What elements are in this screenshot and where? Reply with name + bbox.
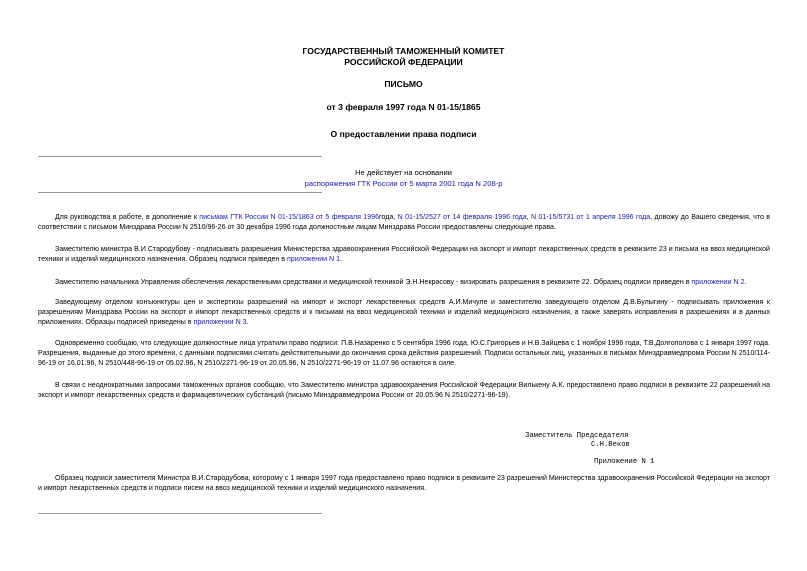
status-note: Не действует на основании (355, 168, 452, 177)
divider-status (38, 192, 322, 193)
p3-text-1: Заместителю начальника Управления обеспечения лекарственными средствами и медицинской техникой Э.Н.Некрасову - визировать разрешения в реквизите 22. Образец подписи приведен в (55, 279, 692, 286)
p6-text-1: В связи с неоднократными запросами таможенных органов сообщаю, что Заместителю министра здравоохранения Российской Федерации Вилькену А.К. предоставлено право подписи в реквизите 22 разрешений на экспорт и импорт лекарственных средств и фармацевтических субстанций (письмо Минздравмедпрома России от 20.05.96 N 2510/2271-96-19). (38, 382, 770, 400)
link-letter-1863[interactable]: письмам ГТК России N 01-15/1863 от 5 февраля 1996 (199, 214, 380, 221)
link-appendix-2[interactable]: приложении N 2 (691, 279, 745, 286)
document-type: ПИСЬМО (384, 79, 423, 89)
org-name-line1: ГОСУДАРСТВЕННЫЙ ТАМОЖЕННЫЙ КОМИТЕТ (302, 46, 505, 56)
p5-text-1: Одновременно сообщаю, что следующие должностные лица утратили право подписи: П.В.Назаренко с 5 сентября 1996 года, Ю.С.Григорьев и Н.В.Зайцева с 1 ноября 1996 года, Т.В.Долгополова с 1 января 1997 года. Разрешения, выданные до этого времени, с данными подписями считать действительными до окончания срока действия разрешений. Подписи остальных лиц, указанных в письмах Минздравмедпрома России N 2510/114-96-19 от 16.01.96, N 2510/448-96-19 от 05.02.96, N 2510/2271-96-19 от 20.05.96, N 2510/2271-96-19 от 11.07.96 остаются в силе. (38, 340, 770, 368)
p2-text-2: . (340, 256, 342, 264)
p1-text-4: , довожу до Вашего сведения, что в соответствии с письмом Минздрава России N 2510/96-26 от 30 декабря 1996 года должностным лицам Минздрава России предоставлены следующие права. (38, 214, 770, 232)
paragraph-3 (38, 278, 770, 288)
p1-text-2: года, (379, 214, 398, 221)
org-name-line2: РОССИЙСКОЙ ФЕДЕРАЦИИ (344, 57, 463, 67)
p1-text-3: , (526, 214, 532, 221)
paragraph-2 (38, 245, 770, 265)
divider-top (38, 156, 322, 157)
p3-text-2: . (744, 279, 747, 286)
p2-text-1: Заместителю министра В.И.Стародубову - подписывать разрешения Министерства здравоохранения Российской Федерации на экспорт и импорт лекарственных средств в реквизите 23 и письма на ввоз медицинской техники и изделий медицинского назначения. Образец подписи приведен в (38, 246, 770, 264)
divider-bottom (38, 513, 322, 514)
appendix-label: Приложение N 1 (594, 458, 655, 466)
paragraph-4 (38, 298, 770, 329)
link-letter-2527[interactable]: N 01-15/2527 от 14 февраля 1996 года (397, 214, 527, 221)
paragraph-1 (38, 213, 770, 233)
link-appendix-3[interactable]: приложении N 3 (193, 319, 247, 327)
appendix-paragraph (38, 474, 770, 494)
link-letter-5731[interactable]: N 01-15/5731 от 1 апреля 1996 года (531, 214, 651, 221)
status-repeal-link[interactable]: распоряжения ГТК России от 5 марта 2001 года N 208-р (304, 179, 503, 188)
link-appendix-1[interactable]: приложении N 1 (286, 256, 340, 264)
document-date-number: от 3 февраля 1997 года N 01-15/1865 (326, 102, 481, 112)
paragraph-5 (38, 339, 770, 370)
p1-text-1: Для руководства в работе, в дополнение к (55, 214, 200, 221)
paragraph-6 (38, 381, 770, 401)
appendix-text: Образец подписи заместителя Министра В.И.Стародубова, которому с 1 января 1997 года предоставлено право подписи в реквизите 23 разрешений Министерства здравоохранения Российской Федерации на экспорт и импорт лекарственных средств и подписи писем на ввоз медицинской техники и изделий медицинского назначения. (38, 475, 770, 493)
signature-position: Заместитель Председателя (525, 432, 629, 440)
document-subject: О предоставлении права подписи (330, 129, 477, 139)
p4-text-2: . (246, 319, 249, 327)
signature-name: С.Н.Веков (591, 441, 630, 449)
status-link-line (0, 178, 807, 189)
p4-text-1: Заведующему отделом конъюнктуры цен и экспертизы разрешений на импорт и экспорт лекарственных средств А.И.Мичуле и заместителю заведующего отделом Д.В.Булыгину - подписывать приложения к разрешениям Минздрава России на экспорт и импорт лекарственных средств и к письмам на ввоз медицинской техники и изделий медицинского назначения, а также заверять исправления в разрешениях и в данных приложениях. Образцы подписей приведены в (38, 299, 770, 327)
